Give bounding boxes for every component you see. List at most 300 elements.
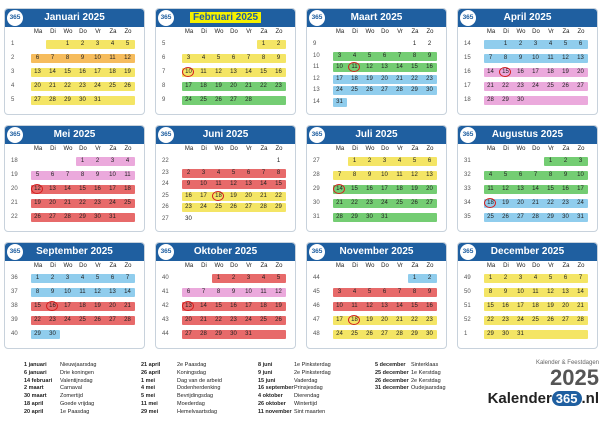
- day-cell[interactable]: 13: [109, 289, 116, 295]
- day-cell[interactable]: 10: [245, 289, 252, 295]
- day-cell[interactable]: 6: [427, 158, 432, 164]
- day-cell[interactable]: 9: [518, 55, 523, 61]
- day-cell[interactable]: 18: [351, 75, 358, 82]
- day-cell[interactable]: 12: [34, 186, 41, 192]
- day-cell[interactable]: 22: [215, 317, 222, 323]
- day-cell[interactable]: 7: [50, 55, 55, 61]
- day-cell[interactable]: 7: [533, 172, 538, 178]
- day-cell[interactable]: 21: [532, 200, 539, 206]
- day-cell[interactable]: 11: [124, 172, 131, 178]
- day-cell[interactable]: 23: [94, 200, 101, 206]
- day-cell[interactable]: 15: [411, 64, 418, 70]
- day-cell[interactable]: 24: [200, 204, 207, 210]
- day-cell[interactable]: 19: [562, 69, 569, 75]
- day-cell[interactable]: 14: [260, 181, 267, 187]
- day-cell[interactable]: 15: [260, 69, 267, 75]
- day-cell[interactable]: 3: [65, 275, 70, 281]
- day-cell[interactable]: 28: [64, 214, 71, 220]
- day-cell[interactable]: 10: [577, 172, 584, 178]
- day-cell[interactable]: 8: [548, 172, 553, 178]
- day-cell[interactable]: 9: [50, 289, 55, 295]
- day-cell[interactable]: 20: [562, 303, 569, 309]
- day-cell[interactable]: 27: [49, 214, 56, 220]
- day-cell[interactable]: 11: [260, 289, 267, 295]
- day-cell[interactable]: 14: [336, 186, 343, 192]
- day-cell[interactable]: 4: [110, 41, 115, 47]
- day-cell[interactable]: 25: [396, 200, 403, 206]
- day-cell[interactable]: 18: [396, 186, 403, 192]
- day-cell[interactable]: 19: [230, 192, 237, 199]
- day-cell[interactable]: 22: [351, 200, 358, 206]
- day-cell[interactable]: 29: [411, 331, 418, 337]
- day-cell[interactable]: 8: [80, 172, 85, 178]
- day-cell[interactable]: 26: [366, 331, 373, 337]
- day-cell[interactable]: 14: [396, 303, 403, 309]
- day-cell[interactable]: 26: [215, 97, 222, 103]
- day-cell[interactable]: 24: [517, 317, 524, 323]
- day-cell[interactable]: 8: [503, 55, 508, 61]
- day-cell[interactable]: 29: [275, 204, 282, 210]
- day-cell[interactable]: 8: [412, 289, 417, 295]
- day-cell[interactable]: 25: [109, 83, 116, 89]
- day-cell[interactable]: 9: [427, 289, 432, 295]
- day-cell[interactable]: 31: [94, 97, 101, 103]
- day-cell[interactable]: 20: [577, 69, 584, 75]
- day-cell[interactable]: 25: [351, 87, 358, 93]
- day-cell[interactable]: 26: [366, 87, 373, 93]
- day-cell[interactable]: 11: [351, 303, 358, 309]
- day-cell[interactable]: 2: [231, 275, 236, 281]
- day-cell[interactable]: 26: [502, 214, 509, 220]
- day-cell[interactable]: 21: [200, 317, 207, 323]
- day-cell[interactable]: 29: [502, 97, 509, 103]
- day-cell[interactable]: 8: [276, 169, 281, 176]
- day-cell[interactable]: 12: [275, 289, 282, 295]
- day-cell[interactable]: 16: [94, 186, 101, 192]
- day-cell[interactable]: 12: [411, 172, 418, 178]
- day-cell[interactable]: 24: [532, 83, 539, 89]
- day-cell[interactable]: 28: [124, 317, 131, 323]
- day-cell[interactable]: 3: [201, 169, 206, 176]
- day-cell[interactable]: 29: [487, 331, 494, 337]
- day-cell[interactable]: 27: [245, 204, 252, 210]
- day-cell[interactable]: 17: [517, 303, 524, 309]
- day-cell[interactable]: 3: [382, 158, 387, 164]
- day-cell[interactable]: 23: [502, 317, 509, 323]
- day-cell[interactable]: 2: [563, 158, 568, 164]
- day-cell[interactable]: 14: [396, 64, 403, 70]
- day-cell[interactable]: 13: [381, 64, 388, 70]
- day-cell[interactable]: 8: [35, 289, 40, 295]
- day-cell[interactable]: 17: [381, 186, 388, 192]
- day-cell[interactable]: 20: [381, 75, 388, 82]
- day-cell[interactable]: 22: [79, 200, 86, 206]
- day-cell[interactable]: 25: [260, 317, 267, 323]
- day-cell[interactable]: 17: [94, 69, 101, 75]
- day-cell[interactable]: 1: [503, 41, 508, 47]
- day-cell[interactable]: 29: [215, 331, 222, 337]
- day-cell[interactable]: 3: [337, 52, 342, 59]
- day-cell[interactable]: 31: [381, 214, 388, 220]
- day-cell[interactable]: 27: [34, 97, 41, 103]
- day-cell[interactable]: 6: [50, 172, 55, 178]
- day-cell[interactable]: 10: [200, 181, 207, 187]
- day-cell[interactable]: 15: [79, 186, 86, 192]
- day-cell[interactable]: 24: [109, 200, 116, 206]
- day-cell[interactable]: 10: [517, 289, 524, 295]
- day-cell[interactable]: 13: [517, 186, 524, 192]
- day-cell[interactable]: 1: [488, 275, 493, 281]
- day-cell[interactable]: 28: [396, 331, 403, 337]
- day-cell[interactable]: 21: [260, 192, 267, 199]
- day-cell[interactable]: 1: [261, 41, 266, 47]
- day-cell[interactable]: 27: [381, 331, 388, 337]
- day-cell[interactable]: 26: [230, 204, 237, 210]
- day-cell[interactable]: 10: [94, 55, 101, 61]
- day-cell[interactable]: 19: [94, 303, 101, 309]
- day-cell[interactable]: 19: [411, 186, 418, 192]
- day-cell[interactable]: 10: [109, 172, 116, 178]
- day-cell[interactable]: 17: [64, 303, 71, 309]
- day-cell[interactable]: 7: [488, 55, 493, 61]
- day-cell[interactable]: 21: [124, 303, 131, 309]
- day-cell[interactable]: 5: [563, 41, 568, 47]
- day-cell[interactable]: 11: [487, 186, 494, 192]
- day-cell[interactable]: 30: [426, 87, 433, 93]
- day-cell[interactable]: 17: [532, 69, 539, 75]
- day-cell[interactable]: 4: [397, 158, 402, 164]
- day-cell[interactable]: 5: [367, 289, 372, 295]
- day-cell[interactable]: 10: [532, 55, 539, 61]
- day-cell[interactable]: 26: [411, 200, 418, 206]
- day-cell[interactable]: 16: [426, 64, 433, 70]
- day-cell[interactable]: 7: [261, 169, 266, 176]
- day-cell[interactable]: 14: [577, 289, 584, 295]
- day-cell[interactable]: 18: [547, 69, 554, 75]
- day-cell[interactable]: 26: [275, 317, 282, 323]
- day-cell[interactable]: 30: [502, 331, 509, 337]
- day-cell[interactable]: 1: [276, 158, 281, 164]
- day-cell[interactable]: 25: [351, 331, 358, 337]
- day-cell[interactable]: 28: [487, 97, 494, 103]
- day-cell[interactable]: 15: [547, 186, 554, 192]
- day-cell[interactable]: 20: [109, 303, 116, 309]
- day-cell[interactable]: 25: [200, 97, 207, 103]
- day-cell[interactable]: 7: [397, 289, 402, 295]
- day-cell[interactable]: 13: [577, 55, 584, 61]
- day-cell[interactable]: 6: [110, 275, 115, 281]
- day-cell[interactable]: 19: [366, 317, 373, 323]
- day-cell[interactable]: 18: [215, 192, 222, 199]
- day-cell[interactable]: 16: [366, 186, 373, 192]
- day-cell[interactable]: 20: [49, 200, 56, 206]
- day-cell[interactable]: 30: [562, 214, 569, 220]
- day-cell[interactable]: 24: [577, 200, 584, 206]
- day-cell[interactable]: 1: [216, 275, 221, 281]
- day-cell[interactable]: 3: [578, 158, 583, 164]
- day-cell[interactable]: 10: [64, 289, 71, 295]
- day-cell[interactable]: 9: [503, 289, 508, 295]
- day-cell[interactable]: 13: [245, 181, 252, 187]
- day-cell[interactable]: 11: [532, 289, 539, 295]
- day-cell[interactable]: 12: [94, 289, 101, 295]
- day-cell[interactable]: 6: [518, 172, 523, 178]
- brand-logo[interactable]: [479, 390, 599, 407]
- day-cell[interactable]: 29: [34, 331, 41, 337]
- day-cell[interactable]: 15: [487, 303, 494, 309]
- day-cell[interactable]: 30: [366, 214, 373, 220]
- day-cell[interactable]: 1: [352, 158, 357, 164]
- day-cell[interactable]: 24: [336, 87, 343, 93]
- day-cell[interactable]: 3: [110, 158, 115, 164]
- day-cell[interactable]: 29: [64, 97, 71, 103]
- day-cell[interactable]: 15: [215, 303, 222, 309]
- day-cell[interactable]: 4: [548, 41, 553, 47]
- day-cell[interactable]: 20: [34, 83, 41, 89]
- day-cell[interactable]: 12: [230, 181, 237, 187]
- day-cell[interactable]: 23: [426, 317, 433, 323]
- day-cell[interactable]: 23: [49, 317, 56, 323]
- day-cell[interactable]: 25: [547, 83, 554, 89]
- day-cell[interactable]: 1: [412, 275, 417, 281]
- day-cell[interactable]: 19: [34, 200, 41, 206]
- day-cell[interactable]: 22: [34, 317, 41, 323]
- day-cell[interactable]: 24: [185, 97, 192, 103]
- day-cell[interactable]: 9: [80, 55, 85, 61]
- day-cell[interactable]: 7: [578, 275, 583, 281]
- day-cell[interactable]: 13: [562, 289, 569, 295]
- day-cell[interactable]: 5: [216, 55, 221, 61]
- day-cell[interactable]: 25: [79, 317, 86, 323]
- day-cell[interactable]: 20: [230, 83, 237, 89]
- day-cell[interactable]: 27: [185, 331, 192, 337]
- day-cell[interactable]: 10: [336, 64, 343, 70]
- day-cell[interactable]: 3: [95, 41, 100, 47]
- day-cell[interactable]: 17: [336, 75, 343, 82]
- day-cell[interactable]: 9: [276, 55, 281, 61]
- day-cell[interactable]: 12: [215, 69, 222, 75]
- day-cell[interactable]: 31: [245, 331, 252, 337]
- day-cell[interactable]: 9: [367, 172, 372, 178]
- day-cell[interactable]: 14: [245, 69, 252, 75]
- day-cell[interactable]: 23: [275, 83, 282, 89]
- day-cell[interactable]: 11: [109, 55, 116, 61]
- day-cell[interactable]: 5: [367, 52, 372, 59]
- day-cell[interactable]: 19: [366, 75, 373, 82]
- day-cell[interactable]: 30: [517, 97, 524, 103]
- day-cell[interactable]: 17: [185, 83, 192, 89]
- day-cell[interactable]: 2: [80, 41, 85, 47]
- day-cell[interactable]: 22: [64, 83, 71, 89]
- day-cell[interactable]: 4: [216, 169, 221, 176]
- day-cell[interactable]: 17: [336, 317, 343, 323]
- day-cell[interactable]: 9: [231, 289, 236, 295]
- day-cell[interactable]: 7: [65, 172, 70, 178]
- day-cell[interactable]: 2: [518, 41, 523, 47]
- day-cell[interactable]: 4: [533, 275, 538, 281]
- day-cell[interactable]: 8: [261, 55, 266, 61]
- day-cell[interactable]: 30: [49, 331, 56, 337]
- day-cell[interactable]: 4: [352, 52, 357, 59]
- day-cell[interactable]: 30: [185, 215, 192, 222]
- day-cell[interactable]: 28: [396, 87, 403, 93]
- day-cell[interactable]: 17: [245, 303, 252, 309]
- day-cell[interactable]: 3: [186, 55, 191, 61]
- day-cell[interactable]: 10: [185, 69, 192, 75]
- day-cell[interactable]: 24: [336, 331, 343, 337]
- day-cell[interactable]: 26: [94, 317, 101, 323]
- day-cell[interactable]: 22: [411, 75, 418, 82]
- day-cell[interactable]: 14: [49, 69, 56, 75]
- day-cell[interactable]: 8: [352, 172, 357, 178]
- day-cell[interactable]: 2: [503, 275, 508, 281]
- day-cell[interactable]: 21: [487, 83, 494, 89]
- day-cell[interactable]: 26: [124, 83, 131, 89]
- day-cell[interactable]: 15: [275, 181, 282, 187]
- day-cell[interactable]: 22: [502, 83, 509, 89]
- day-cell[interactable]: 31: [109, 214, 116, 220]
- day-cell[interactable]: 6: [563, 275, 568, 281]
- day-cell[interactable]: 5: [231, 169, 236, 176]
- day-cell[interactable]: 5: [503, 172, 508, 178]
- day-cell[interactable]: 17: [200, 192, 207, 199]
- day-cell[interactable]: 23: [230, 317, 237, 323]
- day-cell[interactable]: 11: [215, 181, 222, 187]
- day-cell[interactable]: 15: [502, 69, 509, 75]
- day-cell[interactable]: 16: [562, 186, 569, 192]
- day-cell[interactable]: 9: [427, 52, 432, 59]
- day-cell[interactable]: 26: [34, 214, 41, 220]
- day-cell[interactable]: 8: [488, 289, 493, 295]
- day-cell[interactable]: 6: [382, 52, 387, 59]
- day-cell[interactable]: 28: [245, 97, 252, 103]
- day-cell[interactable]: 3: [337, 289, 342, 295]
- day-cell[interactable]: 5: [548, 275, 553, 281]
- day-cell[interactable]: 19: [547, 303, 554, 309]
- day-cell[interactable]: 2: [186, 169, 191, 176]
- day-cell[interactable]: 28: [336, 214, 343, 220]
- day-cell[interactable]: 7: [397, 52, 402, 59]
- day-cell[interactable]: 26: [562, 83, 569, 89]
- day-cell[interactable]: 23: [185, 204, 192, 210]
- day-cell[interactable]: 11: [396, 172, 403, 178]
- day-cell[interactable]: 9: [563, 172, 568, 178]
- day-cell[interactable]: 8: [412, 52, 417, 59]
- day-cell[interactable]: 14: [487, 69, 494, 75]
- day-cell[interactable]: 15: [351, 186, 358, 192]
- day-cell[interactable]: 3: [246, 275, 251, 281]
- day-cell[interactable]: 28: [49, 97, 56, 103]
- day-cell[interactable]: 18: [79, 303, 86, 309]
- day-cell[interactable]: 16: [79, 69, 86, 75]
- day-cell[interactable]: 18: [487, 200, 494, 206]
- day-cell[interactable]: 19: [215, 83, 222, 89]
- day-cell[interactable]: 27: [381, 87, 388, 93]
- day-cell[interactable]: 23: [366, 200, 373, 206]
- day-cell[interactable]: 19: [124, 69, 131, 75]
- day-cell[interactable]: 19: [502, 200, 509, 206]
- day-cell[interactable]: 13: [381, 303, 388, 309]
- day-cell[interactable]: 30: [230, 331, 237, 337]
- day-cell[interactable]: 14: [200, 303, 207, 309]
- day-cell[interactable]: 12: [124, 55, 131, 61]
- day-cell[interactable]: 4: [80, 275, 85, 281]
- day-cell[interactable]: 29: [79, 214, 86, 220]
- day-cell[interactable]: 5: [125, 41, 130, 47]
- day-cell[interactable]: 21: [245, 83, 252, 89]
- day-cell[interactable]: 18: [351, 317, 358, 323]
- day-cell[interactable]: 30: [79, 97, 86, 103]
- day-cell[interactable]: 19: [275, 303, 282, 309]
- day-cell[interactable]: 12: [366, 303, 373, 309]
- day-cell[interactable]: 22: [487, 317, 494, 323]
- day-cell[interactable]: 20: [426, 186, 433, 192]
- day-cell[interactable]: 6: [35, 55, 40, 61]
- day-cell[interactable]: 29: [411, 87, 418, 93]
- day-cell[interactable]: 24: [381, 200, 388, 206]
- day-cell[interactable]: 15: [411, 303, 418, 309]
- day-cell[interactable]: 5: [276, 275, 281, 281]
- day-cell[interactable]: 14: [532, 186, 539, 192]
- day-cell[interactable]: 26: [547, 317, 554, 323]
- day-cell[interactable]: 23: [79, 83, 86, 89]
- day-cell[interactable]: 27: [109, 317, 116, 323]
- day-cell[interactable]: 13: [426, 172, 433, 178]
- day-cell[interactable]: 16: [426, 303, 433, 309]
- day-cell[interactable]: 24: [64, 317, 71, 323]
- day-cell[interactable]: 4: [352, 289, 357, 295]
- day-cell[interactable]: 16: [185, 192, 192, 199]
- day-cell[interactable]: 12: [502, 186, 509, 192]
- day-cell[interactable]: 17: [109, 186, 116, 192]
- day-cell[interactable]: 7: [201, 289, 206, 295]
- day-cell[interactable]: 16: [502, 303, 509, 309]
- day-cell[interactable]: 24: [94, 83, 101, 89]
- day-cell[interactable]: 16: [275, 69, 282, 75]
- day-cell[interactable]: 31: [577, 214, 584, 220]
- day-cell[interactable]: 25: [215, 204, 222, 210]
- day-cell[interactable]: 28: [200, 331, 207, 337]
- day-cell[interactable]: 31: [336, 98, 343, 105]
- day-cell[interactable]: 2: [50, 275, 55, 281]
- day-cell[interactable]: 15: [64, 69, 71, 75]
- day-cell[interactable]: 1: [65, 41, 70, 47]
- day-cell[interactable]: 16: [517, 69, 524, 75]
- day-cell[interactable]: 31: [517, 331, 524, 337]
- day-cell[interactable]: 1: [548, 158, 553, 164]
- day-cell[interactable]: 16: [49, 303, 56, 309]
- day-cell[interactable]: 29: [547, 214, 554, 220]
- day-cell[interactable]: 6: [231, 55, 236, 61]
- day-cell[interactable]: 21: [336, 200, 343, 206]
- day-cell[interactable]: 22: [260, 83, 267, 89]
- day-cell[interactable]: 3: [518, 275, 523, 281]
- day-cell[interactable]: 5: [95, 275, 100, 281]
- day-cell[interactable]: 18: [532, 303, 539, 309]
- day-cell[interactable]: 7: [246, 55, 251, 61]
- day-cell[interactable]: 25: [532, 317, 539, 323]
- day-cell[interactable]: 5: [35, 172, 40, 178]
- day-cell[interactable]: 10: [336, 303, 343, 309]
- day-cell[interactable]: 13: [185, 303, 192, 309]
- day-cell[interactable]: 6: [246, 169, 251, 176]
- day-cell[interactable]: 2: [95, 158, 100, 164]
- day-cell[interactable]: 6: [578, 41, 583, 47]
- day-cell[interactable]: 28: [260, 204, 267, 210]
- day-cell[interactable]: 6: [186, 289, 191, 295]
- day-cell[interactable]: 21: [396, 317, 403, 323]
- day-cell[interactable]: 1: [80, 158, 85, 164]
